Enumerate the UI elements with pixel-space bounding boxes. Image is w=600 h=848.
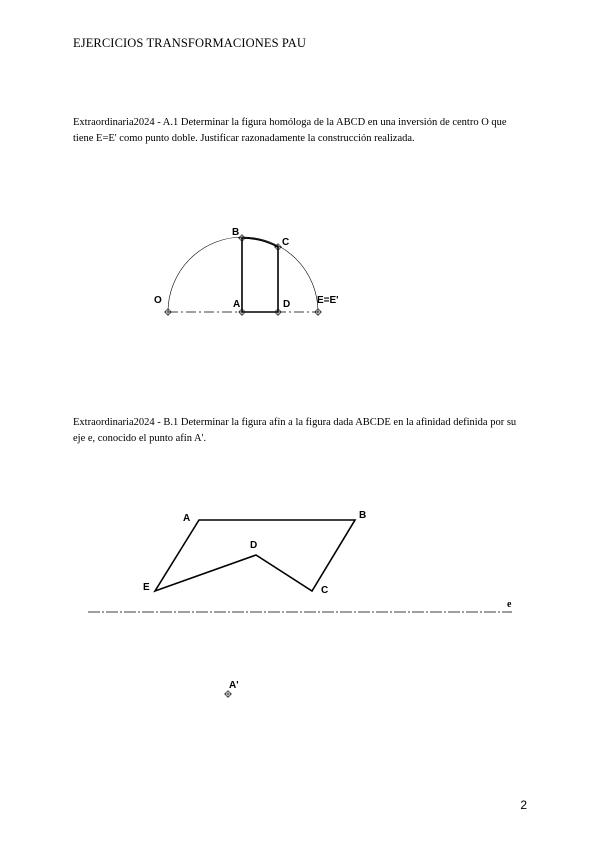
label-c: C <box>321 585 329 596</box>
page-header: EJERCICIOS TRANSFORMACIONES PAU <box>73 36 307 50</box>
label-o: O <box>154 295 162 306</box>
label-b: B <box>232 227 240 238</box>
exercise-b1-text: Extraordinaria2024 - B.1 Determinar la figura afín a la figura dada ABCDE en la afinidad definida por su eje e, conocido el punto afín A'. <box>73 417 517 444</box>
label-axis-e: e <box>507 599 512 610</box>
polygon-abcde <box>155 520 355 591</box>
affinity-figure <box>0 500 600 710</box>
label-a: A <box>183 513 191 524</box>
arc-bc <box>242 238 278 247</box>
label-e: E=E' <box>317 295 339 306</box>
label-d: D <box>250 540 258 551</box>
inversion-arc <box>168 237 318 312</box>
label-e: E <box>143 582 150 593</box>
label-c: C <box>282 237 290 248</box>
point-markers <box>164 234 322 316</box>
inversion-figure <box>0 220 600 330</box>
exercise-a1-text: Extraordinaria2024 - A.1 Determinar la figura homóloga de la ABCD en una inversión de centro O que tiene E=E' como punto doble. Justificar razonadamente la construcción realizada. <box>73 117 507 144</box>
label-a-prime: A' <box>229 680 239 691</box>
page-number: 2 <box>520 798 527 812</box>
label-a: A <box>233 299 241 310</box>
point-a-prime-marker <box>224 690 232 698</box>
label-b: B <box>359 510 367 521</box>
label-d: D <box>283 299 291 310</box>
